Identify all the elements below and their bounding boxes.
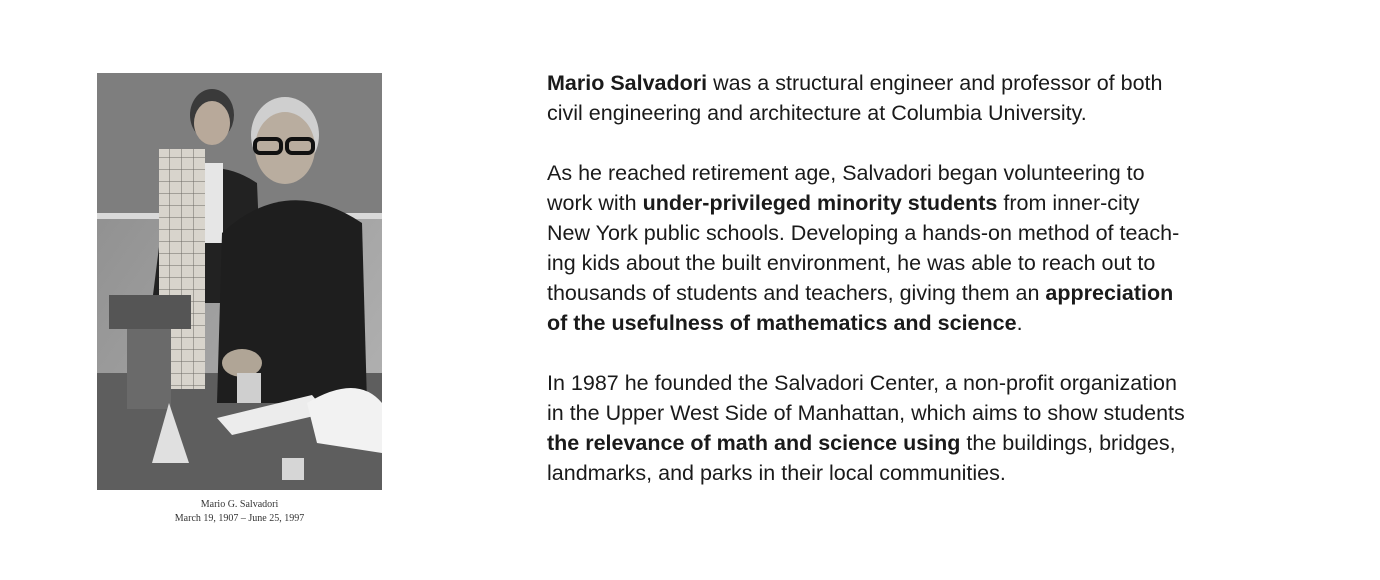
text-span: landmarks, and parks in their local communities. [547,461,1006,485]
text-span: ing kids about the built environment, he was able to reach out to [547,251,1156,275]
emphasis-text: appreciation [1045,281,1174,305]
text-span: In 1987 he founded the Salvadori Center, a non-profit organization [547,371,1177,395]
portrait-illustration [97,73,382,490]
text-span: civil engineering and architecture at Columbia University. [547,101,1087,125]
emphasis-text: of the usefulness of mathematics and science [547,311,1017,335]
paragraph-volunteering [547,158,1307,338]
text-span: was a structural engineer and professor of both [707,71,1163,95]
text-span: work with [547,191,643,215]
text-span: . [1016,311,1023,335]
text-span: As he reached retirement age, Salvadori began volunteering to [547,161,1145,185]
text-span: in the Upper West Side of Manhattan, which aims to show students [547,401,1185,425]
emphasis-text: under-privileged minority students [642,191,998,215]
photo-caption [97,498,382,526]
emphasis-text: the relevance of math and science using [547,431,961,455]
biography-text [547,68,1307,488]
text-span: the buildings, bridges, [960,431,1176,455]
caption-name: Mario G. Salvadori [200,499,279,510]
caption-dates: March 19, 1907 – June 25, 1997 [174,513,305,524]
text-span: thousands of students and teachers, giving them an [547,281,1046,305]
text-span: from inner-city [997,191,1140,215]
portrait-photo [97,73,382,490]
paragraph-intro [547,68,1307,128]
subject-name: Mario Salvadori [547,71,708,95]
paragraph-salvadori-center [547,368,1307,488]
text-span: New York public schools. Developing a hands-on method of teach- [547,221,1180,245]
